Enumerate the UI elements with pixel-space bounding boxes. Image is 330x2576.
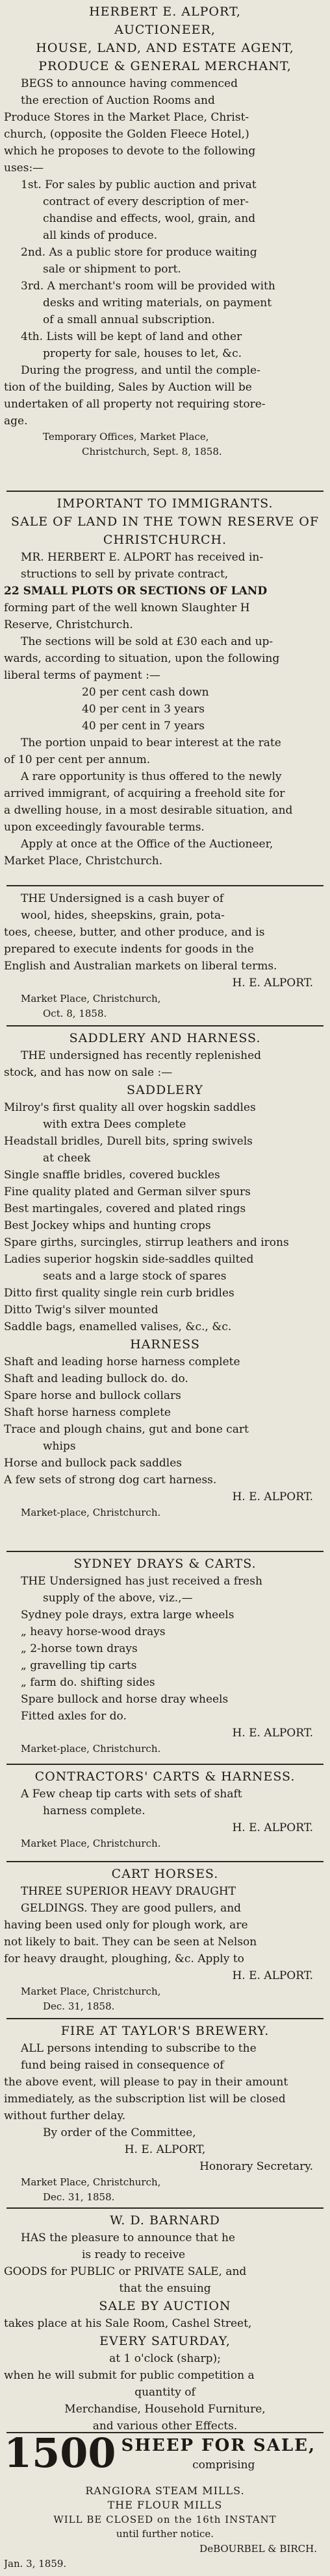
text-line: During the progress, and until the comple- (21, 364, 260, 377)
immigrants-ad (4, 494, 326, 869)
text-line: 3rd. A merchant's room will be provided with (21, 280, 275, 293)
text-line: GELDINGS. They are good pullers, and (21, 1902, 242, 1915)
ad-footer: Temporary Offices, Market Place, (43, 431, 209, 443)
text-line: that the ensuing (119, 2282, 211, 2295)
text-line: BEGS to announce having commenced (21, 77, 238, 90)
divider (6, 1025, 324, 1027)
divider (6, 885, 324, 886)
alport-auctioneer-ad (4, 3, 326, 459)
signature: DeBOURBEL & BIRCH. (199, 2543, 317, 2555)
text-line: ALL persons intending to subscribe to the (21, 2042, 257, 2055)
text-line: English and Australian markets on liberal terms. (4, 960, 277, 973)
signature: H. E. ALPORT, (124, 2143, 206, 2156)
contractors-ad (4, 1768, 326, 1851)
list-item: „ 2-horse town drays (21, 1642, 138, 1655)
ad-title: CART HORSES. (111, 1867, 219, 1881)
ad-title: FIRE AT TAYLOR'S BREWERY. (60, 2024, 270, 2038)
text-line: wool, hides, sheepskins, grain, pota- (21, 909, 225, 922)
text-line: property for sale, houses to let, &c. (43, 347, 242, 360)
list-item: Fitted axles for do. (21, 1710, 127, 1723)
text-line: THREE SUPERIOR HEAVY DRAUGHT (21, 1885, 236, 1898)
ad-title: SHEEP FOR SALE, (121, 2436, 316, 2455)
list-item: A few sets of strong dog cart harness. (4, 1474, 217, 1487)
text-line: tion of the building, Sales by Auction will be (4, 381, 252, 394)
list-item: with extra Dees complete (43, 1118, 186, 1131)
ad-subtitle: WILL BE CLOSED on the 16th INSTANT (53, 2514, 277, 2525)
text-line: and various other Effects. (92, 2420, 238, 2433)
text-line: The sections will be sold at £30 each and up- (21, 635, 273, 648)
list-item: Shaft and leading bullock do. do. (4, 1372, 188, 1385)
text-line: desks and writing materials, on payment (43, 297, 272, 310)
section-heading: SADDLERY (127, 1083, 203, 1097)
text-line: when he will submit for public competition a (4, 2369, 255, 2382)
ad-date: Jan. 3, 1859. (4, 2558, 67, 2570)
cart-horses-ad (4, 1865, 326, 2014)
text-line: age. (4, 415, 28, 428)
ad-subtitle: SALE OF LAND IN THE TOWN RESERVE OF (10, 515, 320, 529)
list-item: Fine quality plated and German silver spurs (4, 1185, 251, 1198)
text-line: 22 SMALL PLOTS OR SECTIONS OF LAND (4, 585, 268, 598)
divider (6, 1764, 324, 1765)
ad-footer: Market-place, Christchurch. (21, 1507, 161, 1518)
list-item: Spare girths, surcingles, stirrup leathers and irons (4, 1236, 289, 1249)
text-line: THE Undersigned has just received a fresh (21, 1575, 262, 1588)
text-line: 40 per cent in 3 years (82, 703, 205, 716)
text-line: undertaken of all property not requiring store- (4, 398, 266, 411)
ad-footer: Christchurch, Sept. 8, 1858. (82, 446, 222, 457)
list-item: Single snaffle bridles, covered buckles (4, 1169, 220, 1182)
drays-ad (4, 1555, 326, 1756)
text-line: Apply at once at the Office of the Auctioneer, (21, 838, 273, 851)
divider (6, 1551, 324, 1552)
text-line: church, (opposite the Golden Fleece Hotel,) (4, 128, 249, 141)
ad-footer: Dec. 31, 1858. (43, 2191, 115, 2203)
list-item: „ farm do. shifting sides (21, 1676, 155, 1689)
ad-name: HERBERT E. ALPORT, (89, 5, 241, 19)
text-line: HAS the pleasure to announce that he (21, 2231, 235, 2244)
list-item: Shaft horse harness complete (4, 1406, 171, 1419)
list-item: Ditto Twig's silver mounted (4, 1304, 159, 1317)
text-line: MR. HERBERT E. ALPORT has received in- (21, 551, 264, 564)
text-line: at 1 o'clock (sharp); (109, 2352, 221, 2365)
text-line: which he proposes to devote to the following (4, 145, 256, 158)
text-line: harness complete. (43, 1804, 146, 1817)
text-line: arrived immigrant, of acquiring a freehold site for (4, 787, 285, 800)
list-item: Milroy's first quality all over hogskin saddles (4, 1101, 256, 1114)
ad-title: SADDLERY AND HARNESS. (69, 1031, 261, 1045)
ad-title: W. D. BARNARD (110, 2213, 220, 2228)
list-item: Ditto first quality single rein curb bridles (4, 1287, 235, 1300)
list-item: Saddle bags, enamelled valises, &c., &c. (4, 1320, 232, 1333)
list-item: „ heavy horse-wood drays (21, 1625, 166, 1638)
signature: H. E. ALPORT. (232, 1490, 313, 1503)
ad-body (4, 75, 326, 430)
ad-footer: Market Place, Christchurch, (21, 1986, 161, 1997)
list-item: whips (43, 1440, 76, 1453)
text-line: forming part of the well known Slaughter H (4, 601, 250, 614)
list-item: Horse and bullock pack saddles (4, 1457, 183, 1470)
ad-title: CONTRACTORS' CARTS & HARNESS. (34, 1769, 296, 1784)
ad-subtitle: THE FLOUR MILLS (107, 2499, 223, 2511)
ad-title: RANGIORA STEAM MILLS. (85, 2485, 245, 2497)
text-line: toes, cheese, butter, and other produce, and is (4, 926, 265, 939)
divider (6, 491, 324, 492)
cash-buyer-ad (4, 890, 326, 1021)
list-item: Spare bullock and horse dray wheels (21, 1693, 229, 1706)
text-line: chandise and effects, wool, grain, and (43, 212, 256, 225)
text-line: liberal terms of payment :— (4, 669, 160, 682)
ad-footer: Oct. 8, 1858. (43, 1008, 107, 1019)
list-item: „ gravelling tip carts (21, 1659, 137, 1672)
text-line: quantity of (134, 2386, 196, 2399)
list-item: Best Jockey whips and hunting crops (4, 1219, 211, 1232)
text-line: sale or shipment to port. (43, 263, 181, 276)
text-line: 20 per cent cash down (82, 686, 209, 699)
section-heading: EVERY SATURDAY, (99, 2334, 231, 2348)
signature: H. E. ALPORT. (232, 1727, 313, 1740)
text-line: GOODS for PUBLIC or PRIVATE SALE, and (4, 2265, 247, 2278)
text-line: a dwelling house, in a most desirable situation, and (4, 804, 293, 817)
section-heading: SALE BY AUCTION (99, 2299, 231, 2313)
text-line: THE Undersigned is a cash buyer of (21, 892, 224, 905)
text-line: stock, and has now on sale :— (4, 1066, 173, 1079)
ad-title: AUCTIONEER, (114, 23, 216, 37)
text-line: without further delay. (4, 2109, 126, 2122)
text-line: the above event, will please to pay in their amount (4, 2076, 288, 2089)
text-line: prepared to execute indents for goods in the (4, 943, 254, 956)
text-line: A rare opportunity is thus offered to the newly (21, 770, 282, 783)
signature: H. E. ALPORT. (232, 1969, 313, 1982)
text-line: all kinds of produce. (43, 229, 158, 242)
text-line: upon exceedingly favourable terms. (4, 821, 205, 834)
text-line: Merchandise, Household Furniture, (64, 2403, 266, 2416)
text-line: THE undersigned has recently replenished (21, 1049, 262, 1062)
text-line: immediately, as the subscription list will be closed (4, 2093, 286, 2106)
ad-footer: Dec. 31, 1858. (43, 2000, 115, 2012)
text-line: wards, according to situation, upon the following (4, 652, 280, 665)
text-line: fund being raised in consequence of (21, 2059, 224, 2072)
text-line: By order of the Committee, (43, 2126, 196, 2139)
ad-footer: Market Place, Christchurch. (21, 1838, 161, 1849)
signature: H. E. ALPORT. (232, 1821, 313, 1834)
ad-title: IMPORTANT TO IMMIGRANTS. (57, 496, 273, 511)
text-line: 1st. For sales by public auction and privat (21, 178, 257, 191)
list-item: Spare horse and bullock collars (4, 1389, 181, 1402)
text-line: not likely to bait. They can be seen at Nelson (4, 1936, 257, 1949)
signature-role: Honorary Secretary. (199, 2160, 313, 2173)
ad-title: SYDNEY DRAYS & CARTS. (73, 1557, 257, 1571)
ad-footer: Market-place, Christchurch. (21, 1743, 161, 1755)
text-line: having been used only for plough work, are (4, 1919, 248, 1932)
list-item: Ladies superior hogskin side-saddles quilted (4, 1253, 254, 1266)
rangiora-ad (4, 2484, 326, 2571)
text-line: the erection of Auction Rooms and (21, 94, 215, 107)
list-item: Shaft and leading horse harness complete (4, 1355, 240, 1368)
sheep-ad (4, 2429, 326, 2477)
text-line: until further notice. (116, 2528, 214, 2540)
list-item: Trace and plough chains, gut and bone cart (4, 1423, 249, 1436)
text-line: comprising (192, 2459, 255, 2472)
list-item: Sydney pole drays, extra large wheels (21, 1609, 235, 1622)
text-line: of a small annual subscription. (43, 313, 215, 326)
text-line: 4th. Lists will be kept of land and other (21, 330, 242, 343)
text-line: Market Place, Christchurch. (4, 855, 163, 868)
text-line: contract of every description of mer- (43, 195, 249, 208)
saddlery-ad (4, 1029, 326, 1520)
text-line: A Few cheap tip carts with sets of shaft (21, 1788, 242, 1801)
divider (6, 2018, 324, 2019)
text-line: takes place at his Sale Room, Cashel Street, (4, 2317, 252, 2330)
ad-subtitle: CHRISTCHURCH. (103, 533, 227, 547)
text-line: Produce Stores in the Market Place, Christ- (4, 111, 249, 124)
text-line: uses:— (4, 162, 44, 175)
divider (6, 1861, 324, 1862)
list-item: at cheek (43, 1152, 91, 1165)
ad-footer: Market Place, Christchurch, (21, 993, 161, 1004)
text-line: Reserve, Christchurch. (4, 618, 133, 631)
text-line: structions to sell by private contract, (21, 568, 229, 581)
barnard-ad (4, 2211, 326, 2435)
ad-subtitle: PRODUCE & GENERAL MERCHANT, (38, 59, 292, 73)
text-line: is ready to receive (82, 2248, 186, 2261)
text-line: The portion unpaid to bear interest at the rate (21, 736, 281, 749)
text-line: supply of the above, viz.,— (43, 1592, 193, 1605)
sheep-count: 1500 (4, 2429, 116, 2477)
section-heading: HARNESS (130, 1337, 200, 1352)
text-line: for heavy draught, ploughing, &c. Apply to (4, 1952, 244, 1965)
text-line: 40 per cent in 7 years (82, 720, 205, 733)
text-line: 2nd. As a public store for produce waiting (21, 246, 257, 259)
list-item: Best martingales, covered and plated rings (4, 1202, 246, 1215)
list-item: seats and a large stock of spares (43, 1270, 227, 1283)
divider (6, 2207, 324, 2209)
ad-subtitle: HOUSE, LAND, AND ESTATE AGENT, (36, 41, 294, 55)
text-line: of 10 per cent per annum. (4, 753, 151, 766)
brewery-ad (4, 2022, 326, 2205)
ad-footer: Market Place, Christchurch, (21, 2176, 161, 2188)
signature: H. E. ALPORT. (232, 977, 313, 990)
list-item: Headstall bridles, Durell bits, spring swivels (4, 1135, 253, 1148)
